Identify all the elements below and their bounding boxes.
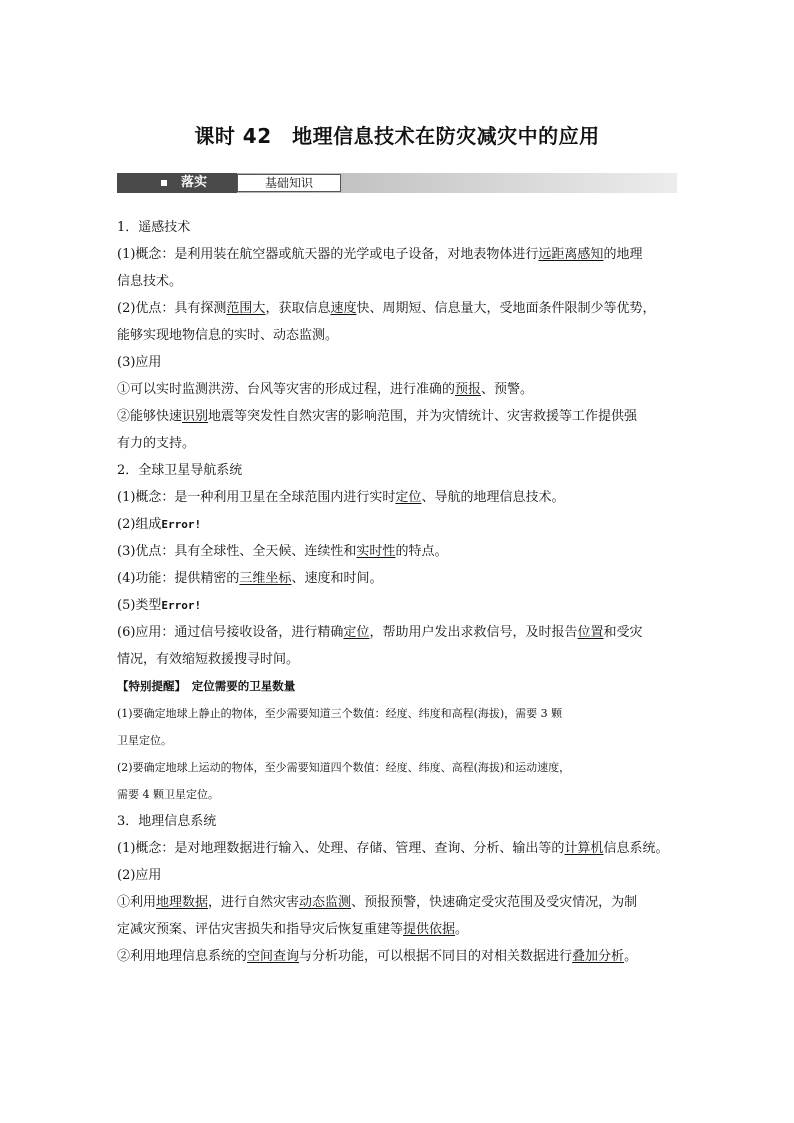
paragraph: (1)概念：是利用装在航空器或航天器的光学或电子设备，对地表物体进行远距离感知的地理 [117, 247, 643, 262]
key-term: 动态监测 [299, 895, 352, 910]
tip-paragraph: 卫星定位。 [117, 734, 172, 747]
key-term: 远距离感知 [538, 247, 604, 262]
paragraph: (6)应用：通过信号接收设备，进行精确定位，帮助用户发出求救信号，及时报告位置和受灾 [117, 625, 643, 640]
key-term: 定位 [343, 625, 370, 640]
paragraph: (3)优点：具有全球性、全天候、连续性和实时性的特点。 [117, 544, 448, 559]
square-bullet-icon [161, 180, 167, 186]
section-3-heading: 3．地理信息系统 [117, 814, 217, 829]
paragraph: (1)概念：是一种利用卫星在全球范围内进行实时定位、导航的地理信息技术。 [117, 490, 565, 505]
key-term: 三维坐标 [239, 571, 292, 586]
banner-tag [117, 173, 237, 193]
error-marker: Error! [161, 599, 202, 612]
key-term: 叠加分析 [572, 949, 625, 964]
key-term: 地理数据 [156, 895, 209, 910]
key-term: 预报 [455, 382, 482, 397]
paragraph: 定减灾预案、评估灾害损失和指导灾后恢复重建等提供依据。 [117, 922, 469, 937]
paragraph: 有力的支持。 [117, 436, 196, 451]
banner-tag-label: 落实 [181, 175, 208, 190]
paragraph: (2)组成Error! [117, 517, 202, 532]
paragraph: ②利用地理信息系统的空间查询与分析功能，可以根据不同目的对相关数据进行叠加分析。 [117, 949, 638, 964]
tip-paragraph: (1)要确定地球上静止的物体，至少需要知道三个数值：经度、纬度和高程(海拔)，需要 3 颗 [117, 707, 563, 720]
key-term: 位置 [577, 625, 604, 640]
section-banner [117, 173, 677, 193]
paragraph: ①可以实时监测洪涝、台风等灾害的形成过程，进行准确的预报、预警。 [117, 382, 534, 397]
banner-label: 基础知识 [237, 174, 341, 192]
paragraph: (4)功能：提供精密的三维坐标、速度和时间。 [117, 571, 383, 586]
paragraph: 情况，有效缩短救援搜寻时间。 [117, 652, 300, 667]
paragraph: ①利用地理数据，进行自然灾害动态监测、预报预警，快速确定受灾范围及受灾情况，为制 [117, 895, 638, 910]
key-term: 空间查询 [247, 949, 300, 964]
subheading: (3)应用 [117, 355, 162, 370]
lesson-title: 课时 42 地理信息技术在防灾减灾中的应用 [194, 124, 600, 148]
special-tip-heading: 【特别提醒】 定位需要的卫星数量 [117, 679, 296, 693]
key-term: 定位 [395, 490, 422, 505]
document-body [117, 214, 679, 970]
section-2-heading: 2．全球卫星导航系统 [117, 463, 243, 478]
key-term: 速度 [330, 301, 357, 316]
subheading: (2)应用 [117, 868, 162, 883]
paragraph: (5)类型Error! [117, 598, 202, 613]
section-1-heading: 1．遥感技术 [117, 220, 191, 235]
paragraph: 能够实现地物信息的实时、动态监测。 [117, 328, 339, 343]
error-marker: Error! [161, 518, 202, 531]
paragraph: ②能够快速识别地震等突发性自然灾害的影响范围，并为灾情统计、灾害救援等工作提供强 [117, 409, 638, 424]
tip-paragraph: (2)要确定地球上运动的物体，至少需要知道四个数值：经度、纬度、高程(海拔)和运动速度， [117, 761, 571, 774]
key-term: 提供依据 [403, 922, 456, 937]
key-term: 实时性 [356, 544, 396, 559]
paragraph: 信息技术。 [117, 274, 183, 289]
key-term: 范围大 [226, 301, 266, 316]
tip-paragraph: 需要 4 颗卫星定位。 [117, 788, 219, 801]
paragraph: (1)概念：是对地理数据进行输入、处理、存储、管理、查询、分析、输出等的计算机信息系统。 [117, 841, 669, 856]
key-term: 计算机 [564, 841, 604, 856]
paragraph: (2)优点：具有探测范围大，获取信息速度快、周期短、信息量大，受地面条件限制少等优势， [117, 301, 656, 316]
key-term: 识别 [182, 409, 209, 424]
